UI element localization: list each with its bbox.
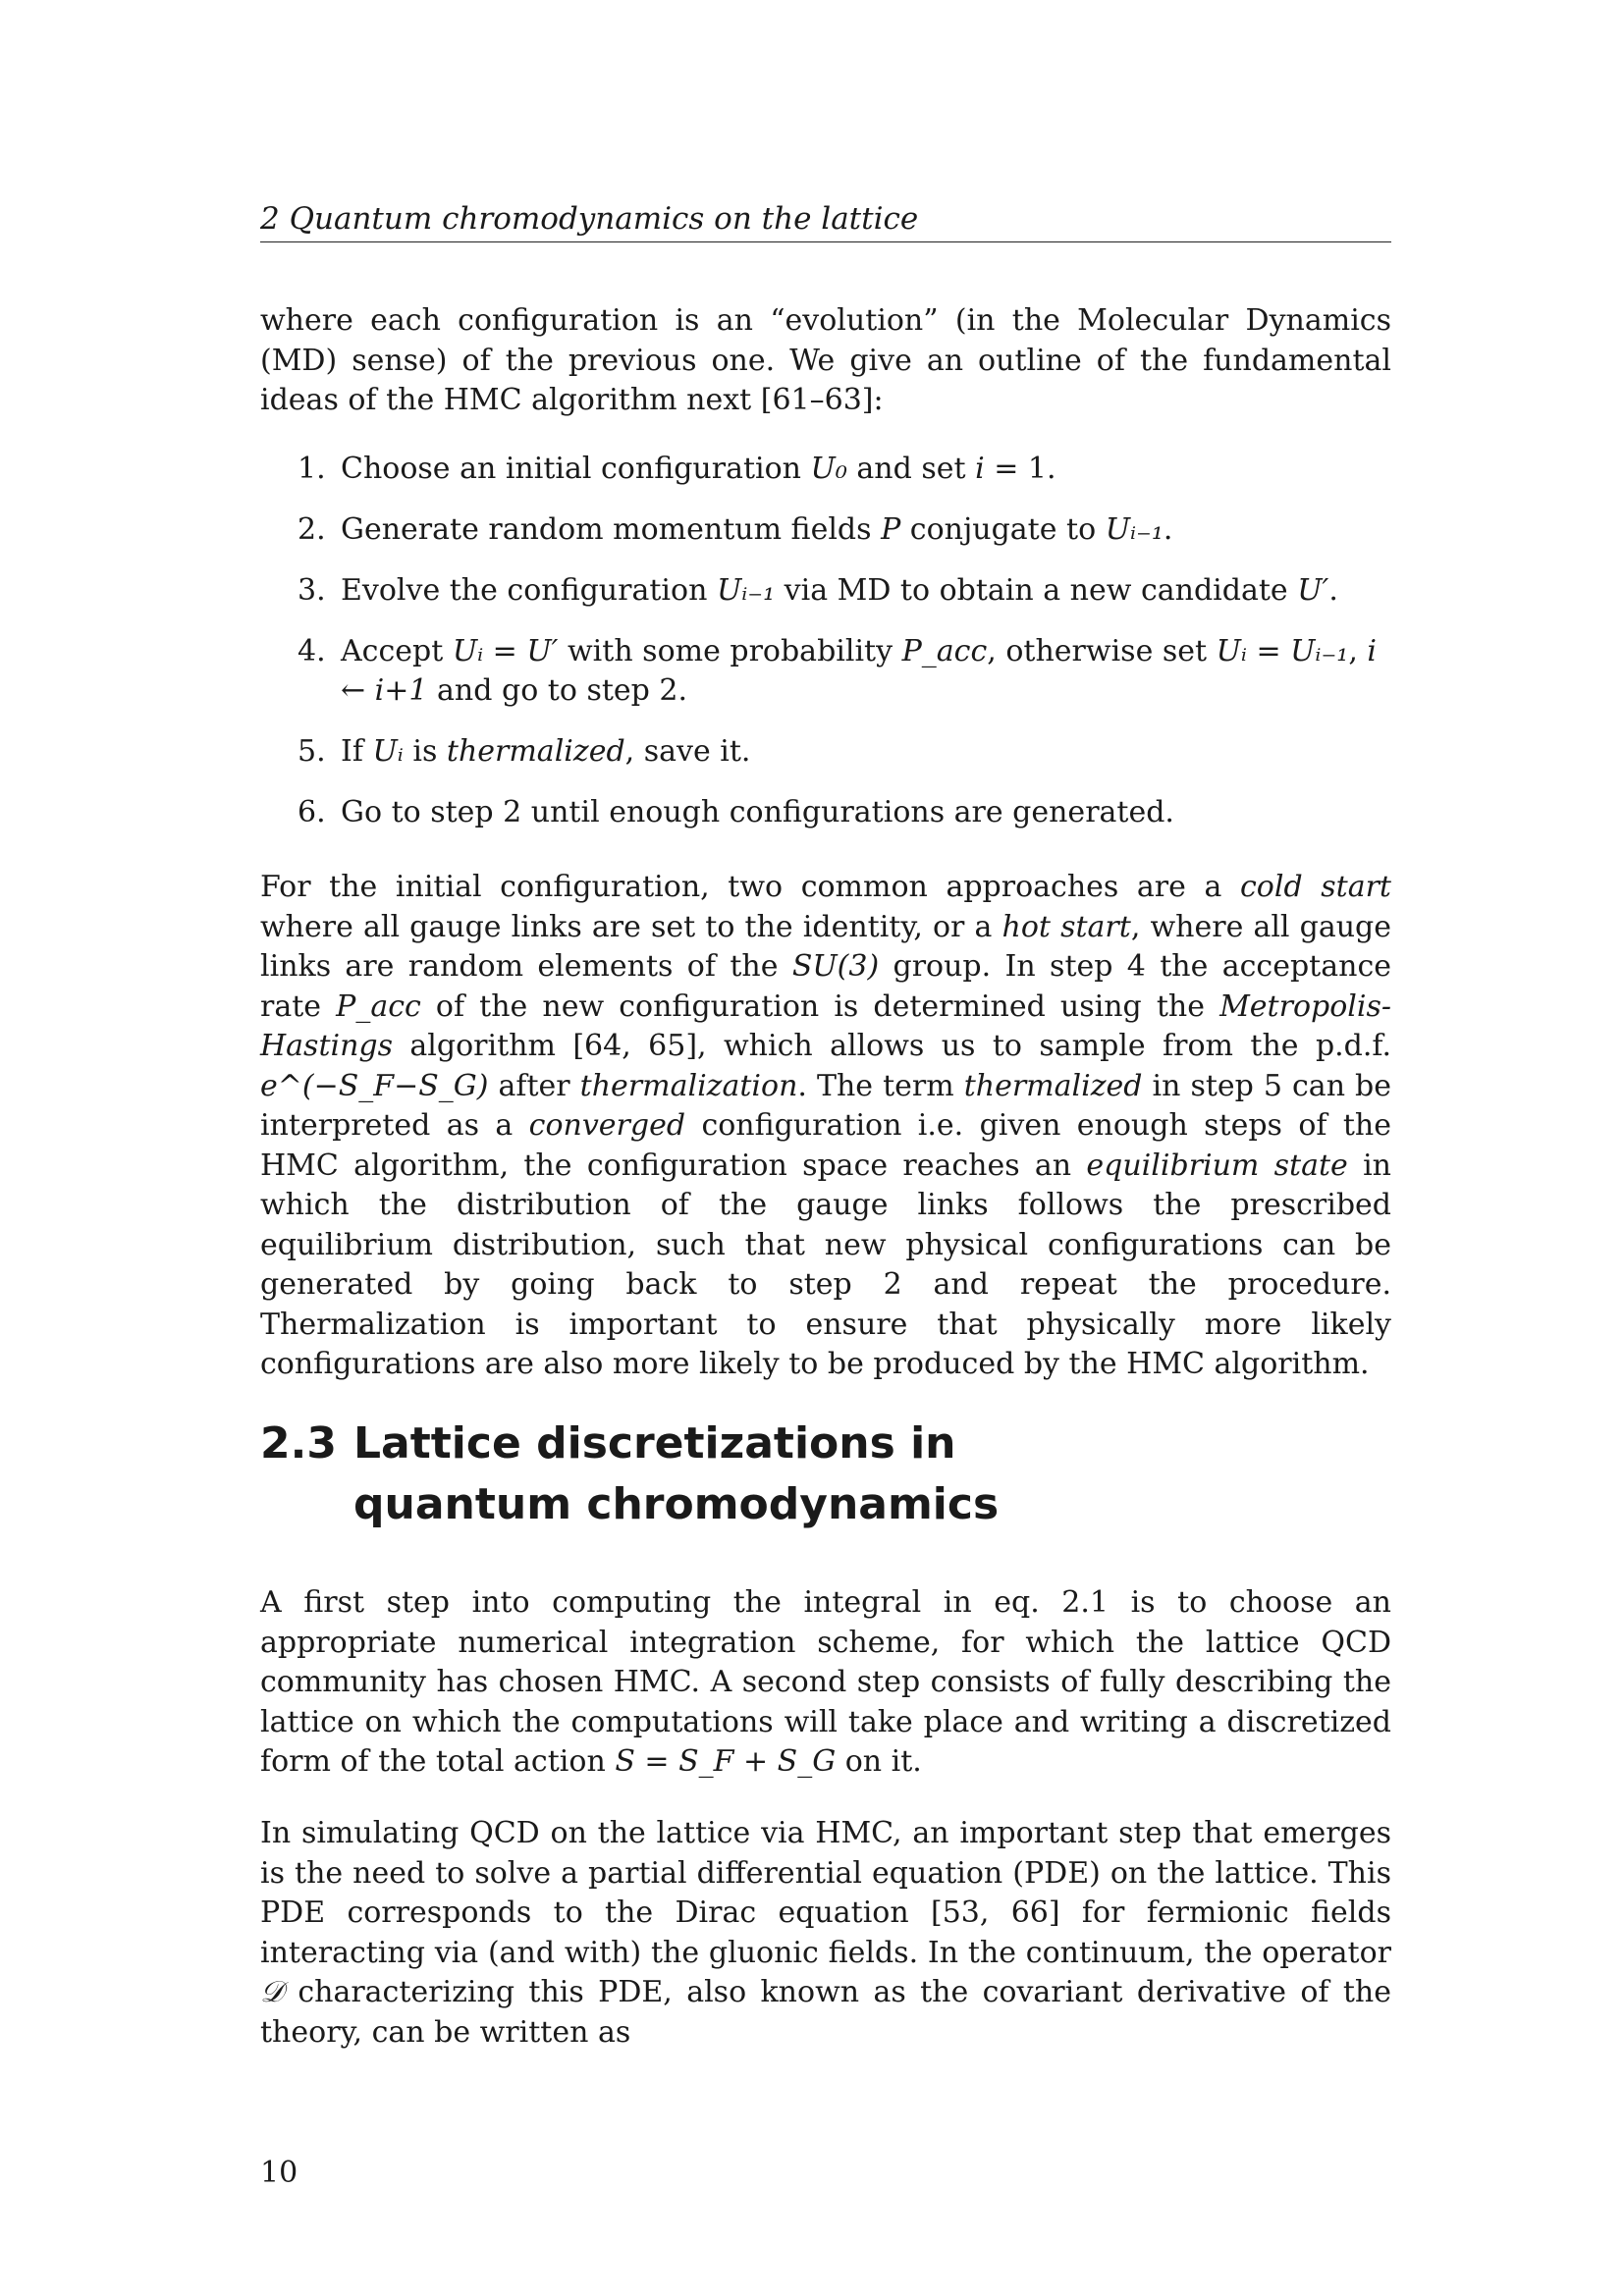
list-item: 5. If Uᵢ is thermalized, save it. bbox=[298, 734, 751, 769]
math-p: P bbox=[881, 512, 901, 547]
section-heading bbox=[260, 1414, 1391, 1535]
pde-paragraph: In simulating QCD on the lattice via HMC, an important step that emerges is the need to solve a partial differential equation (PDE) on the lattice. This PDE corresponds to the Dirac equation [53, 66] for fermionic fields interacting via (and with) the gluonic fields. In the continuum, the operator 𝒟 characterizing this PDE, also known as the covariant derivative of the theory, can be written as bbox=[260, 1816, 1391, 2050]
list-item: 2. Generate random momentum fields P conjugate to Uᵢ₋₁. bbox=[298, 512, 1173, 547]
math-u-i-minus-1: Uᵢ₋₁ bbox=[1105, 512, 1164, 547]
math-total-action: S = S_F + S_G bbox=[615, 1744, 837, 1779]
math-u-i-minus-1: Uᵢ₋₁ bbox=[716, 573, 776, 608]
integration-scheme-paragraph: A first step into computing the integral in eq. 2.1 is to choose an appropriate numerical integration scheme, for which the lattice QCD community has chosen HMC. A second step consists of fully describing the lattice on which the computations will take place and writing a discretized form of the total action S = S_F + S_G on it. bbox=[260, 1585, 1391, 1779]
initial-configuration-paragraph: For the initial configuration, two common approaches are a cold start where all gauge links are set to the identity, or a hot start, where all gauge links are random elements of the SU(3) group. In step 4 the acceptance rate P_acc of the new configuration is determined using the Metropolis-Hastings algorithm [64, 65], which allows us to sample from the p.d.f. e^(−S_F−S_G) after thermalization. The term thermalized in step 5 can be interpreted as a converged configuration i.e. given enough steps of the HMC algorithm, the configuration space reaches an equilibrium state in which the distribution of the gauge links follows the prescribed equilibrium distribution, such that new physical configurations can be generated by going back to step 2 and repeat the procedure. Thermalization is important to ensure that physically more likely configurations are also more likely to be produced by the HMC algorithm. bbox=[260, 870, 1392, 1381]
section-number: 2.3 bbox=[260, 1418, 337, 1468]
section-title: Lattice discretizations in quantum chromodynamics bbox=[353, 1418, 1000, 1529]
math-dirac-operator: 𝒟 bbox=[260, 1975, 284, 2009]
math-su3: SU(3) bbox=[791, 949, 880, 984]
running-head: 2 Quantum chromodynamics on the lattice bbox=[260, 201, 919, 237]
math-pdf: e^(−S_F−S_G) bbox=[260, 1068, 489, 1103]
math-ui-eq-uprime: Uᵢ = U′ bbox=[452, 634, 559, 668]
math-p-acc: P_acc bbox=[336, 988, 421, 1024]
list-item: 6. Go to step 2 until enough configurations are generated. bbox=[298, 795, 1174, 829]
page-header bbox=[260, 196, 1391, 242]
math-ui-eq-uim1: Uᵢ = Uᵢ₋₁ bbox=[1216, 634, 1349, 668]
list-item: 1. Choose an initial configuration U₀ and set i = 1. bbox=[298, 452, 1056, 486]
math-u0: U₀ bbox=[810, 452, 847, 486]
math-p-acc: P_acc bbox=[901, 634, 988, 668]
list-item: 3. Evolve the configuration Uᵢ₋₁ via MD to obtain a new candidate U′. bbox=[298, 573, 1338, 608]
math-i: i bbox=[975, 452, 985, 486]
hmc-steps-list bbox=[260, 450, 1391, 854]
page-number: 10 bbox=[260, 2156, 298, 2190]
math-ui: Uᵢ bbox=[372, 734, 404, 769]
list-item: 4. Accept Uᵢ = U′ with some probability P_acc, otherwise set Uᵢ = Uᵢ₋₁, i ← i+1 and go to step 2. bbox=[298, 634, 1378, 708]
intro-paragraph: where each configuration is an “evolution” (in the Molecular Dynamics (MD) sense) of the previous one. We give an outline of the fundamental ideas of the HMC algorithm next [61–63]: bbox=[260, 303, 1391, 417]
math-u-prime: U′ bbox=[1297, 573, 1329, 608]
math-i-increment: i ← i+1 bbox=[341, 634, 1378, 708]
